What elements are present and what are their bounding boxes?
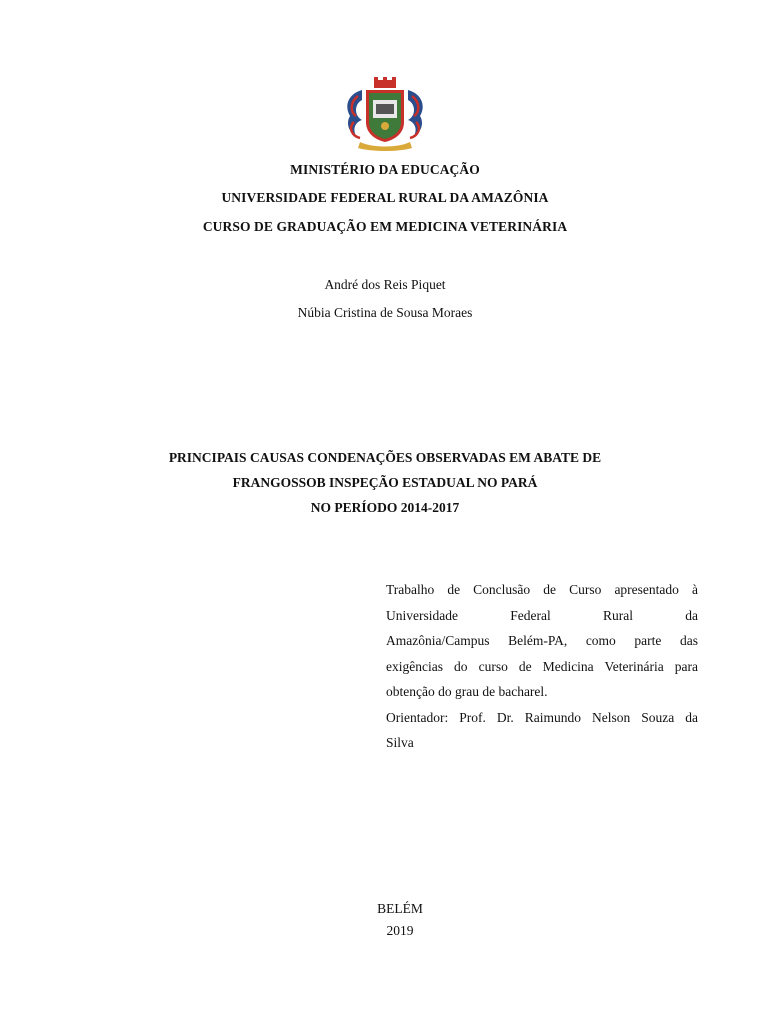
- university-crest-logo: [340, 76, 430, 152]
- note-line: exigências do curso de Medicina Veterinária para: [386, 658, 698, 674]
- document-title-line-1: PRINCIPAIS CAUSAS CONDENAÇÕES OBSERVADAS EM ABATE DE: [168, 450, 602, 465]
- course-heading: CURSO DE GRADUAÇÃO EM MEDICINA VETERINÁRIA: [202, 219, 568, 234]
- university-heading: UNIVERSIDADE FEDERAL RURAL DA AMAZÔNIA: [221, 190, 549, 205]
- city: BELÉM: [377, 901, 423, 916]
- author-name-1: André dos Reis Piquet: [324, 277, 446, 292]
- ministry-heading: MINISTÉRIO DA EDUCAÇÃO: [290, 162, 480, 177]
- note-line: obtenção do grau de bacharel.: [386, 684, 548, 699]
- document-title-line-3: NO PERÍODO 2014-2017: [310, 500, 460, 515]
- note-line: Trabalho de Conclusão de Curso apresentado à: [386, 582, 698, 597]
- note-line: Amazônia/Campus Belém-PA, como parte das: [386, 633, 698, 648]
- nature-of-work-note: [386, 577, 698, 756]
- year: 2019: [386, 923, 414, 938]
- author-name-2: Núbia Cristina de Sousa Moraes: [297, 305, 473, 320]
- note-line: Universidade Federal Rural da: [386, 607, 698, 623]
- advisor-line: Silva: [386, 735, 414, 750]
- advisor-line: Orientador: Prof. Dr. Raimundo Nelson Souza da: [386, 709, 698, 725]
- document-title-line-2: FRANGOSSOB INSPEÇÃO ESTADUAL NO PARÁ: [232, 475, 538, 490]
